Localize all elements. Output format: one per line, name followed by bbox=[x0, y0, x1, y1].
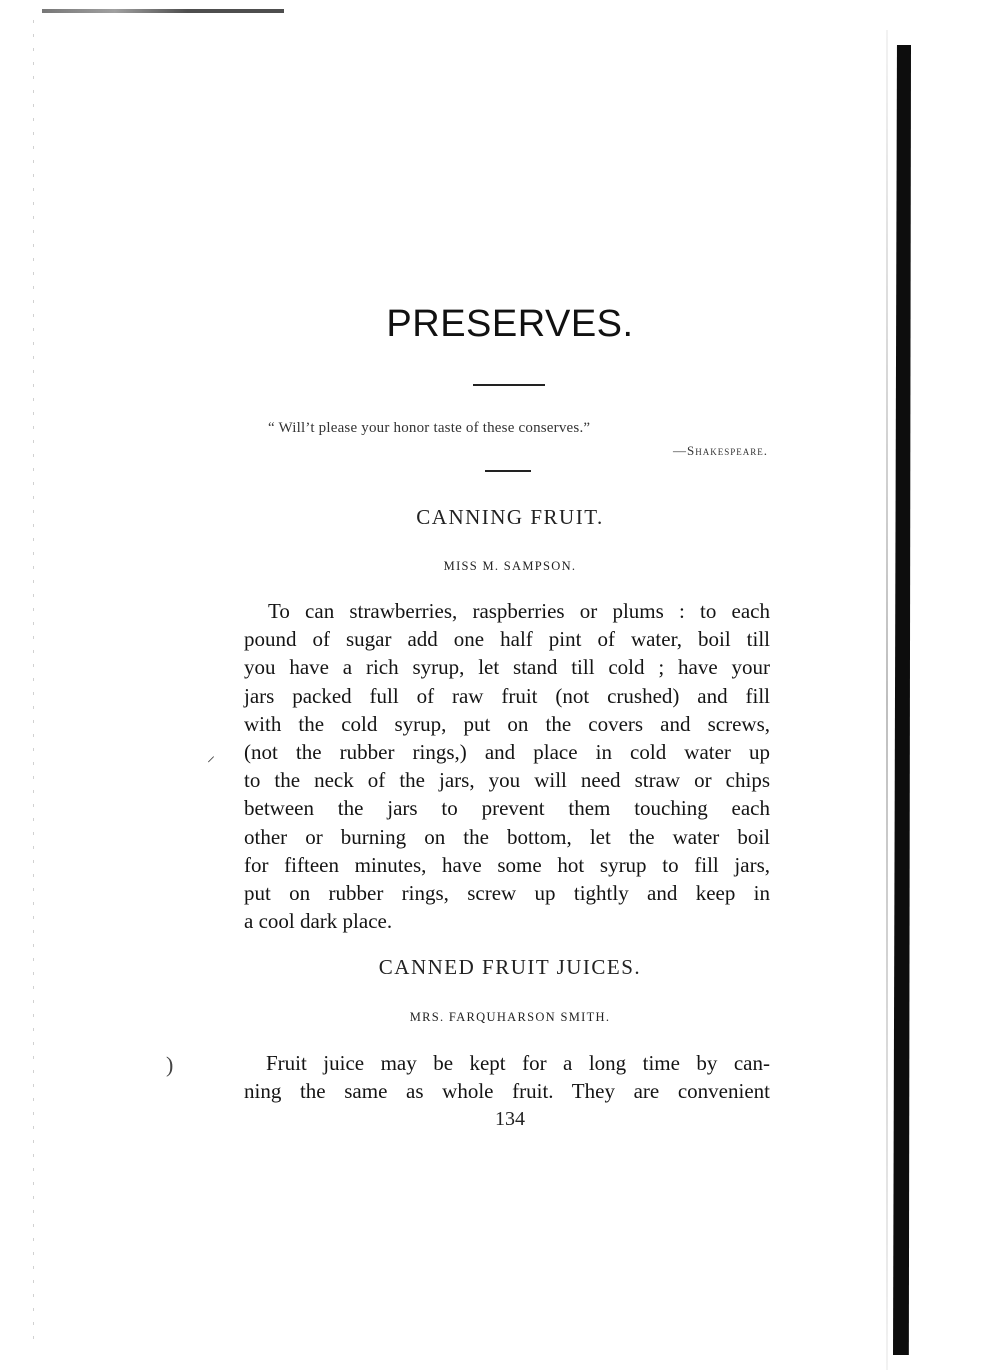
page-title: PRESERVES. bbox=[386, 303, 634, 345]
epigraph-rule bbox=[485, 470, 531, 472]
page-left-edge bbox=[33, 20, 34, 1350]
body-line: with the cold syrup, put on the covers and screws, bbox=[244, 711, 770, 736]
body-line: jars packed full of raw fruit (not crushed) and fill bbox=[244, 683, 770, 708]
body-line: Fruit juice may be kept for a long time by can- bbox=[266, 1051, 770, 1075]
body-line: you have a rich syrup, let stand till cold ; have your bbox=[244, 655, 770, 680]
body-line: put on rubber rings, screw up tightly and keep in bbox=[244, 881, 770, 906]
body-line: ning the same as whole fruit. They are convenient bbox=[244, 1079, 770, 1104]
page-spine-shadow bbox=[886, 30, 888, 1370]
section-author: MRS. FARQUHARSON SMITH. bbox=[409, 1010, 611, 1024]
scan-edge-top bbox=[42, 9, 284, 13]
body-line: between the jars to prevent them touching each bbox=[244, 796, 770, 821]
section-body bbox=[244, 597, 770, 935]
section-body bbox=[244, 1049, 770, 1105]
body-line: a cool dark place. bbox=[244, 909, 393, 934]
book-spine-edge bbox=[893, 45, 911, 1355]
section-author: MISS M. SAMPSON. bbox=[443, 559, 577, 573]
margin-mark: ⸝ bbox=[207, 748, 216, 765]
epigraph-quote: “ Will’t please your honor taste of these conserves.” bbox=[268, 420, 591, 436]
body-line: pound of sugar add one half pint of water, boil till bbox=[244, 627, 770, 652]
title-rule bbox=[473, 384, 545, 386]
section-heading: CANNING FRUIT. bbox=[416, 505, 604, 529]
body-line: (not the rubber rings,) and place in cold water up bbox=[244, 740, 770, 765]
epigraph-attribution: —Shakespeare. bbox=[673, 443, 768, 458]
body-line: to the neck of the jars, you will need straw or chips bbox=[244, 768, 770, 793]
body-line: for fifteen minutes, have some hot syrup to fill jars, bbox=[244, 852, 770, 877]
body-line: To can strawberries, raspberries or plums : to each bbox=[268, 599, 770, 623]
margin-mark: ) bbox=[166, 1052, 174, 1077]
section-heading: CANNED FRUIT JUICES. bbox=[378, 955, 642, 979]
body-line: other or burning on the bottom, let the water boil bbox=[244, 824, 770, 849]
page-number: 134 bbox=[495, 1108, 525, 1130]
